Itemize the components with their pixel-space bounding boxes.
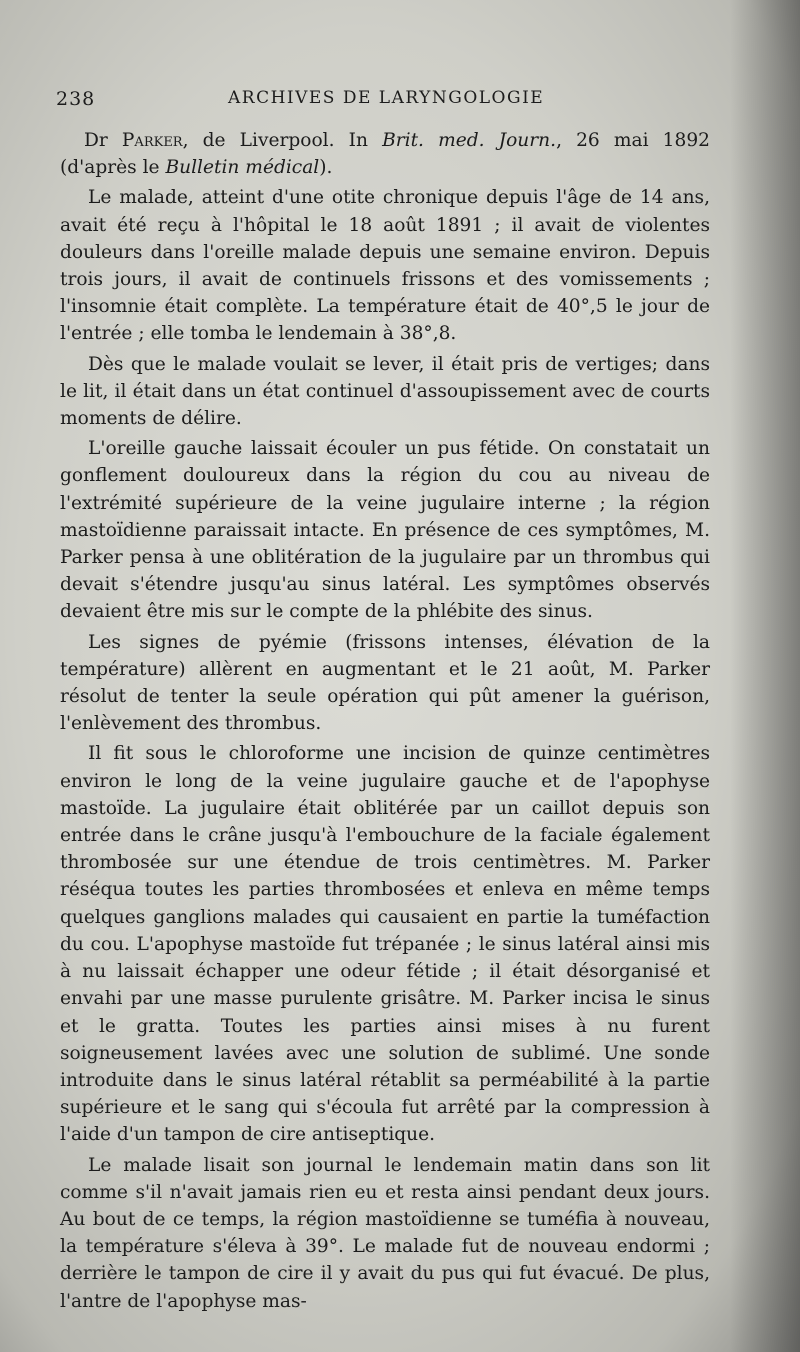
author-prefix: Dr — [84, 130, 108, 151]
citation-paragraph — [60, 127, 710, 181]
body-text — [60, 127, 710, 1318]
citation-date: , 26 mai 1892 — [556, 130, 710, 151]
source-prefix: (d'après le — [60, 157, 166, 179]
running-title: ARCHIVES DE LARYNGOLOGIE — [228, 88, 545, 108]
paragraph-4: Les signes de pyémie (frissons intenses, élévation de la température) allèrent en augmentant et le 21 août, M. Parker résolut de tenter la seule opération qui pût amener la guérison, l'enlèvement des thrombus. — [60, 631, 710, 735]
source-title: Bulletin médical — [165, 157, 320, 179]
author-suffix: , de Liverpool. In — [182, 130, 383, 151]
author-name: Parker — [121, 130, 183, 151]
paragraph-1: Le malade, atteint d'une otite chronique depuis l'âge de 14 ans, avait été reçu à l'hôpital le 18 août 1891 ; il avait de violentes douleurs dans l'oreille malade depuis une semaine environ. Depuis trois jours, il avait de continuels frissons et des vomissements ; l'insomnie était complète. La température était de 40°,5 le jour de l'entrée ; elle tomba le lendemain à 38°,8. — [60, 187, 710, 345]
journal-title: Brit. med. Journ. — [382, 130, 557, 151]
paragraph-6: Le malade lisait son journal le lendemain matin dans son lit comme s'il n'avait jamais rien eu et resta ainsi pendant deux jours. Au bout de ce temps, la région mastoïdienne se tuméfia à nouveau, la température s'éleva à 39°. Le malade fut de nouveau endormi ; derrière le tampon de cire il y avait du pus qui fut évacué. De plus, l'antre de l'apophyse mas- — [60, 1154, 710, 1312]
paragraph-3: L'oreille gauche laissait écouler un pus fétide. On constatait un gonflement douloureux dans la région du cou au niveau de l'extrémité supérieure de la veine jugulaire interne ; la région mastoïdienne paraissait intacte. En présence de ces symptômes, M. Parker pensa à une oblitération de la jugulaire par un thrombus qui devait s'étendre jusqu'au sinus latéral. Les symptômes observés devaient être mis sur le compte de la phlébite des sinus. — [60, 438, 710, 623]
paragraph-2: Dès que le malade voulait se lever, il était pris de vertiges; dans le lit, il était dans un état continuel d'assoupissement avec de courts moments de délire. — [60, 353, 710, 430]
source-suffix: ). — [319, 157, 333, 179]
page-header — [56, 88, 716, 118]
paragraph-5: Il fit sous le chloroforme une incision de quinze centimètres environ le long de la veine jugulaire gauche et de l'apophyse mastoïde. La jugulaire était oblitérée par un caillot depuis son entrée dans le crâne jusqu'à l'embouchure de la faciale également thrombosée sur une étendue de trois centimètres. M. Parker réséqua toutes les parties thrombosées et enleva en même temps quelques ganglions malades qui causaient en partie la tuméfaction du cou. L'apophyse mastoïde fut trépanée ; le sinus latéral ainsi mis à nu laissait échapper une odeur fétide ; il était désorganisé et envahi par une masse purulente grisâtre. M. Parker incisa le sinus et le gratta. Toutes les parties ainsi mises à nu furent soigneusement lavées avec une solution de sublimé. Une sonde introduite dans le sinus latéral rétablit sa perméabilité à la partie supérieure et le sang qui s'écoula fut arrêté par la compression à l'aide d'un tampon de cire antiseptique. — [60, 743, 710, 1146]
page-number: 238 — [56, 88, 96, 110]
